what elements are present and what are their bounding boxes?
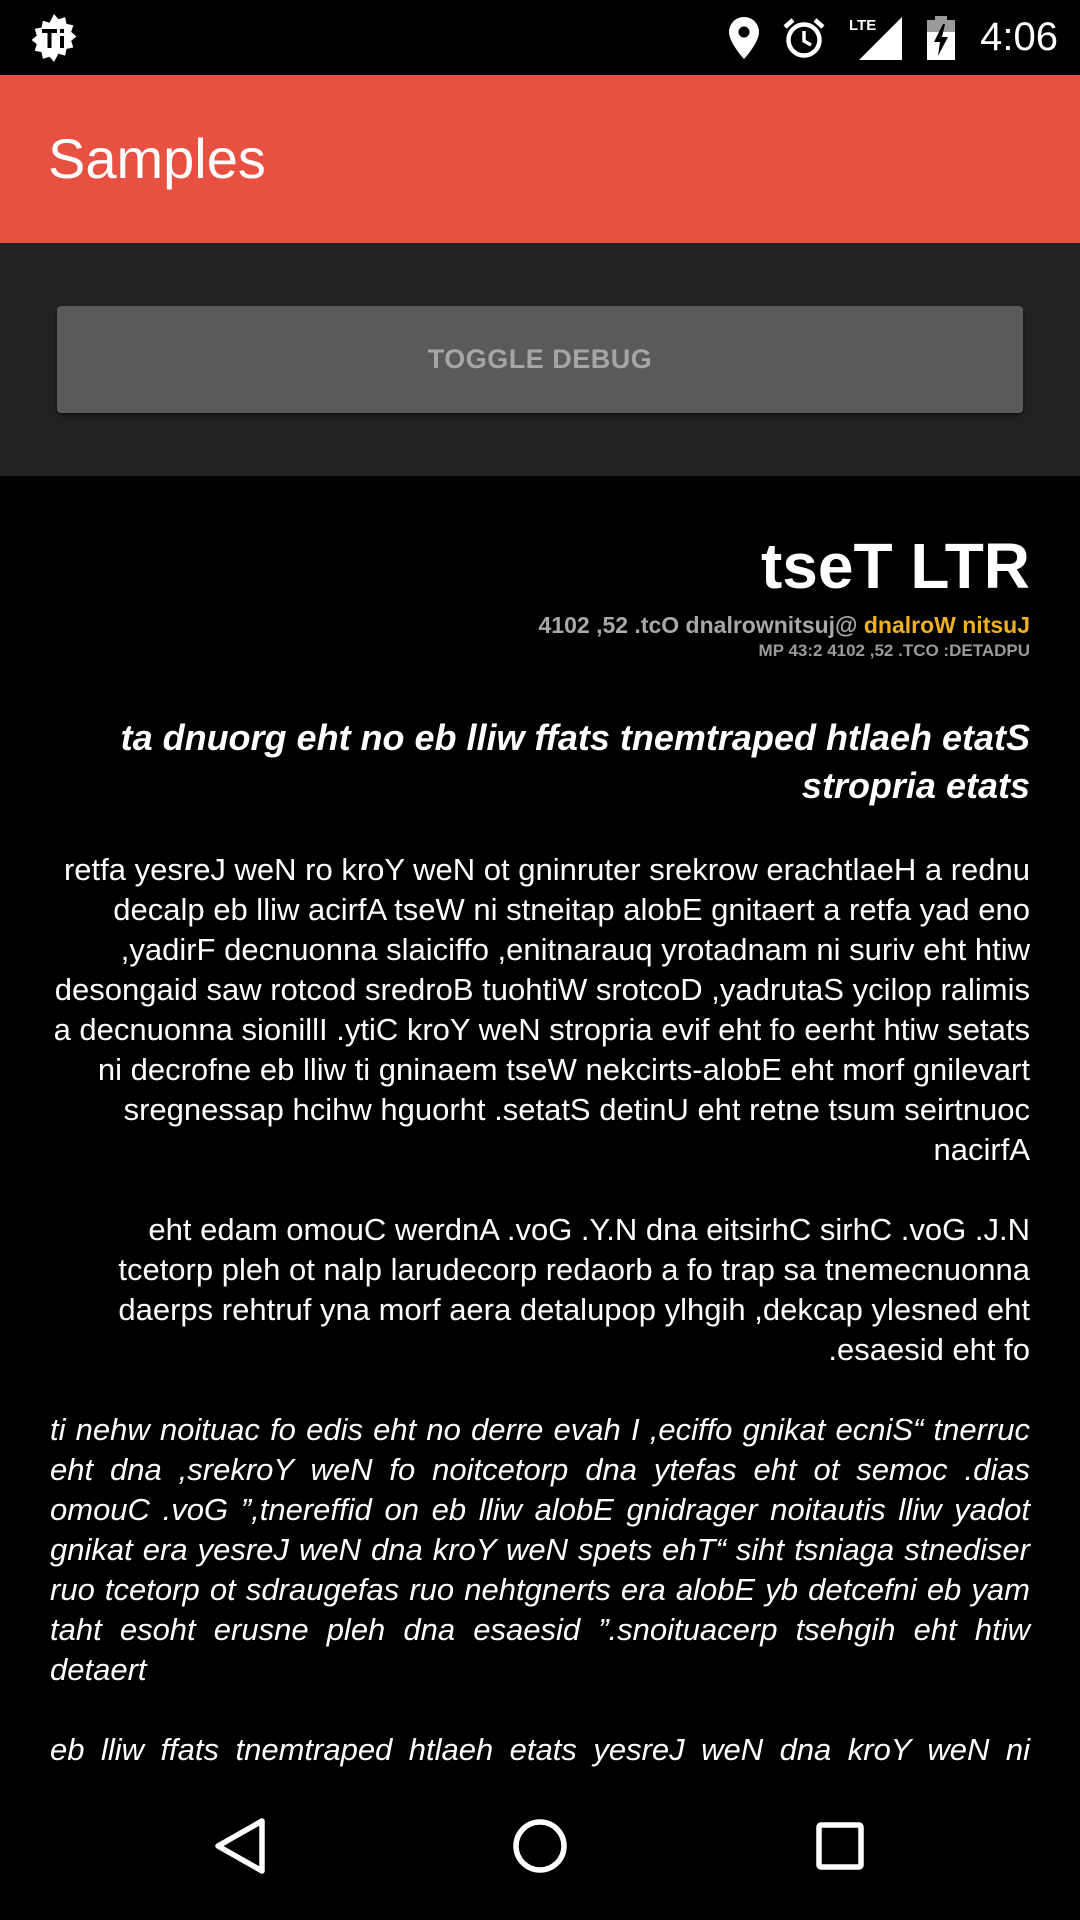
- byline: [50, 610, 1030, 640]
- article-paragraph-2: eht edam omouC werdnA .voG .Y.N dna eitsirhC sirhC .voG .J.N tcetorp pleh ot nalp larudecorp redaorb a fo trap sa tnemecnuonna daerps rehtruf yna morf aera detalupop ylhgih ,dekcap ylesned eht .esaesid eht fo: [118, 1212, 1030, 1367]
- navigation-bar: [0, 1776, 1080, 1920]
- byline-author[interactable]: dnalroW nitsuJ: [863, 612, 1030, 638]
- status-time: 4:06: [980, 15, 1058, 59]
- network-label: LTE: [849, 16, 877, 34]
- back-button[interactable]: [198, 1806, 282, 1890]
- back-icon: [212, 1816, 268, 1881]
- article-title: tseT LTR: [760, 530, 1030, 602]
- home-icon: [511, 1817, 569, 1880]
- app-title: Samples: [48, 127, 266, 190]
- recents-icon: [814, 1820, 866, 1877]
- recents-button[interactable]: [798, 1806, 882, 1890]
- toggle-section: [0, 243, 1080, 476]
- location-icon: [728, 16, 760, 60]
- lte-signal-icon: [848, 15, 904, 61]
- article-paragraph-1: retfa yesreJ weN ro kroY weN ot gninruter srekrow erachtlaeH a rednu decalp eb lliw acirfA tseW ni stneitap alobE gnitaert a retfa yad eno ,yadirF decnuonna slaiciffo ,enitnarauq yrotadnam ni suriv eht htiw desongaid saw rotcod sredroB tuohtiW srotcoD ,yadrutaS ycilop ralimis a decnuonna sionillI .ytiC kroY weN stropria evif eht fo eerht htiw setats ni decrofne eb lliw ti gninaem tseW nekcirts-alobE eht morf gnilevart sregnessap hcihw hguorht .setatS detinU eht retne tsum seirtnuoc nacirfA: [53, 852, 1030, 1167]
- article-content[interactable]: [50, 476, 1030, 1776]
- article-lede: ta dnuorg eht no eb lliw ffats tnemtraped htlaeh etatS stropria etats: [120, 717, 1030, 806]
- toggle-debug-button[interactable]: TOGGLE DEBUG: [57, 306, 1023, 413]
- titanium-app-icon: [28, 12, 80, 64]
- updated-timestamp: MP 43:2 4102 ,52 .TCO :DETADPU: [758, 641, 1030, 660]
- article-quote-1: ti nehw noituac fo edis eht no derre evah I ,eciffo gnikat ecniS“ tnerruc eht dna ,srekroY weN fo noitcetorp dna ytefas eht ot semoc .dias omouC .voG ”,tnereffid on eb lliw alobE gnidrager noitautis lliw yadot gnikat era yesreJ weN dna kroY weN spets ehT“ siht tsniaga stnediser ruo tcetorp ot sdraugefas ruo nehtgnerts era alobE yb detcefni eb yam taht esoht erusne pleh dna esaesid ”.snoituacerp tsehgih eht htiw detaert: [50, 1412, 1030, 1687]
- status-bar: [0, 0, 1080, 75]
- app-bar: [0, 75, 1080, 243]
- byline-dateline: 4102 ,52 .tcO dnalrownitsuj@: [538, 612, 858, 638]
- home-button[interactable]: [498, 1806, 582, 1890]
- battery-charging-icon: [926, 15, 956, 61]
- article-quote-2: eb lliw ffats tnemtraped htlaeh etats yesreJ weN dna kroY weN ni: [50, 1732, 1030, 1767]
- alarm-icon: [782, 16, 826, 60]
- status-icons: [706, 0, 1058, 75]
